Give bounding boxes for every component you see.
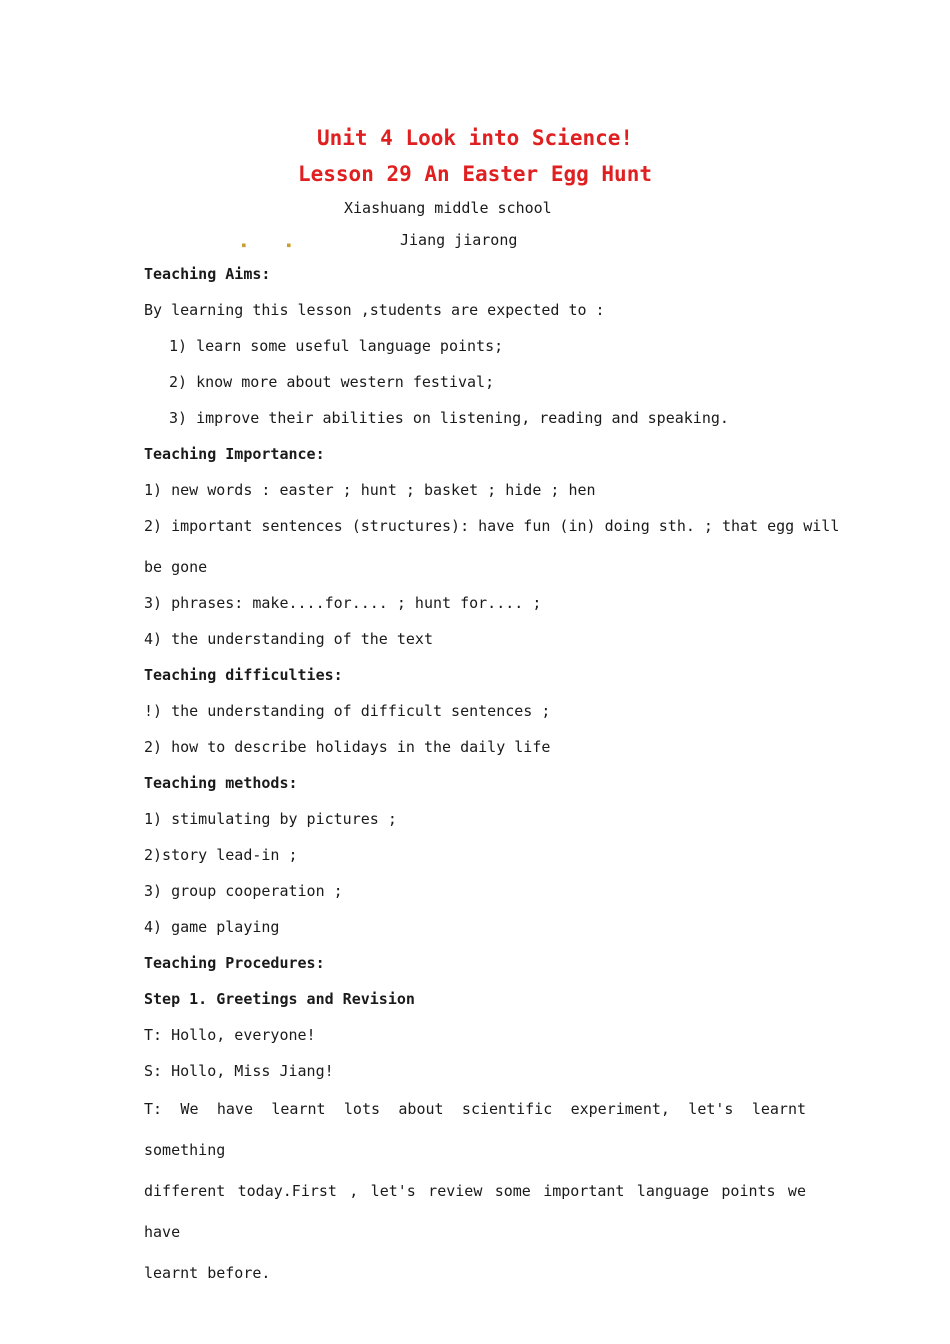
document-page: [144, 120, 840, 1294]
dialogue-line: S: Hollo, Miss Jiang!: [144, 1062, 334, 1080]
list-item: 2) how to describe holidays in the daily life: [144, 738, 551, 756]
lesson-title: Lesson 29 An Easter Egg Hunt: [297, 162, 652, 186]
aims-heading: Teaching Aims:: [144, 265, 271, 283]
list-item: !) the understanding of difficult sentences ;: [144, 702, 551, 720]
list-item: 3) group cooperation ;: [144, 882, 343, 900]
step-heading: Step 1. Greetings and Revision: [144, 990, 415, 1008]
list-item: be gone: [144, 558, 208, 576]
aims-intro: By learning this lesson ,students are expected to :: [144, 301, 605, 319]
list-item: 1) new words : easter ; hunt ; basket ; hide ; hen: [144, 481, 596, 499]
list-item: 4) game playing: [144, 918, 280, 936]
paragraph-line: different today.First , let's review some important language points we have: [144, 1182, 806, 1241]
importance-heading: Teaching Importance:: [144, 445, 325, 463]
list-item: 1) stimulating by pictures ;: [144, 810, 397, 828]
list-item: 4) the understanding of the text: [144, 630, 433, 648]
difficulties-heading: Teaching difficulties:: [144, 666, 343, 684]
list-item: 3) improve their abilities on listening, reading and speaking.: [169, 409, 729, 427]
paragraph-line: learnt before.: [144, 1264, 271, 1282]
list-item: 2) know more about western festival;: [169, 373, 495, 391]
author-name: Jiang jiarong: [400, 231, 518, 249]
unit-title: Unit 4 Look into Science!: [316, 126, 634, 150]
list-item: 2) important sentences (structures): have fun (in) doing sth. ; that egg will: [144, 517, 840, 535]
decorative-dot: ■: [242, 242, 246, 249]
decorative-dot: ■: [287, 242, 291, 249]
school-line: [144, 192, 806, 224]
list-item: 2)story lead-in ;: [144, 846, 298, 864]
methods-heading: Teaching methods:: [144, 774, 298, 792]
author-line: [144, 224, 806, 256]
school-name: Xiashuang middle school: [344, 199, 552, 217]
dialogue-line: T: Hollo, everyone!: [144, 1026, 316, 1044]
procedures-heading: Teaching Procedures:: [144, 954, 325, 972]
list-item: 3) phrases: make....for.... ; hunt for.... ;: [144, 594, 542, 612]
paragraph-line: T: We have learnt lots about scientific experiment, let's learnt something: [144, 1100, 806, 1159]
list-item: 1) learn some useful language points;: [169, 337, 504, 355]
